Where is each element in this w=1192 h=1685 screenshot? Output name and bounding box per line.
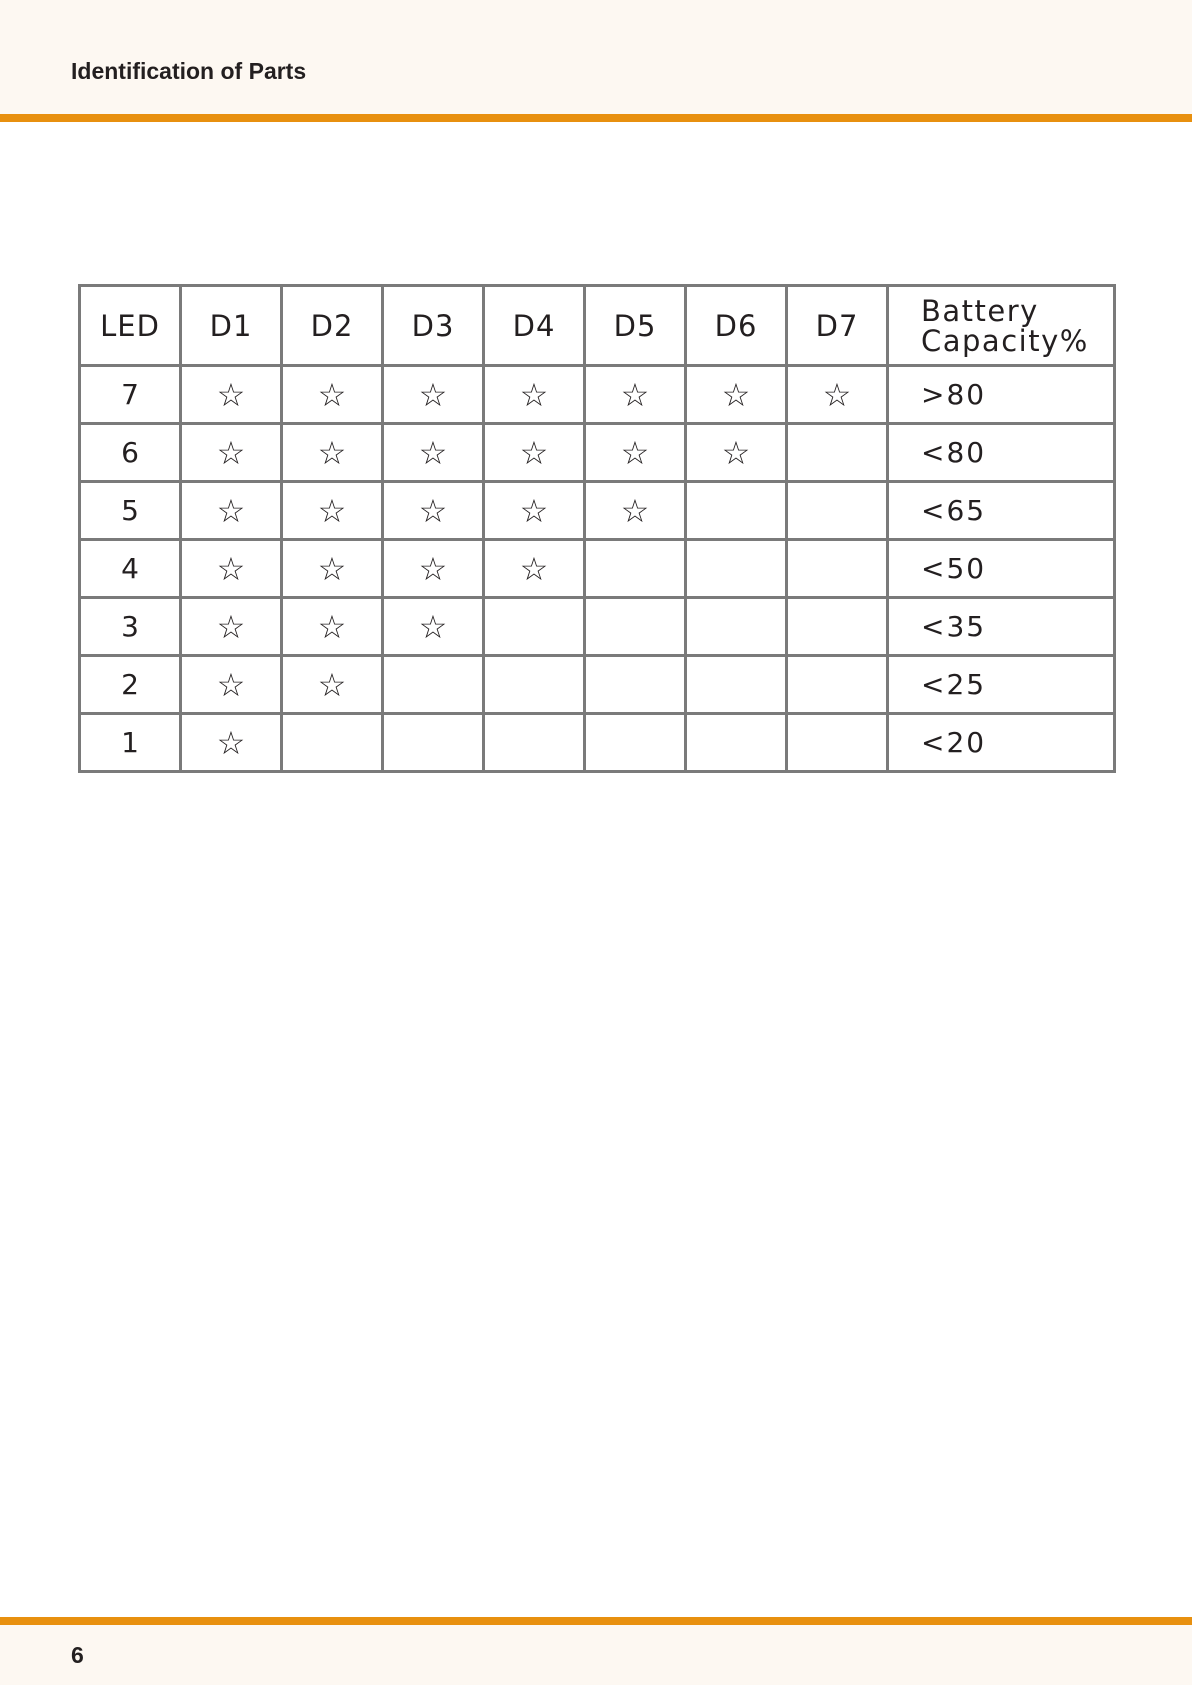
led-on-star-icon: ☆ bbox=[383, 366, 484, 424]
led-on-star-icon: ☆ bbox=[383, 482, 484, 540]
led-on-star-icon: ☆ bbox=[585, 366, 686, 424]
led-off-cell bbox=[686, 714, 787, 772]
header-d6: D6 bbox=[686, 286, 787, 366]
header-d2: D2 bbox=[282, 286, 383, 366]
table-row bbox=[80, 540, 1115, 598]
led-off-cell bbox=[686, 598, 787, 656]
battery-capacity-cell: <65 bbox=[888, 482, 1115, 540]
table-row bbox=[80, 598, 1115, 656]
led-off-cell bbox=[787, 656, 888, 714]
led-off-cell bbox=[585, 540, 686, 598]
led-off-cell bbox=[787, 714, 888, 772]
footer-band bbox=[0, 1625, 1192, 1685]
led-on-star-icon: ☆ bbox=[484, 482, 585, 540]
table-header-row bbox=[80, 286, 1115, 366]
led-on-star-icon: ☆ bbox=[282, 540, 383, 598]
led-on-star-icon: ☆ bbox=[383, 540, 484, 598]
footer-divider bbox=[0, 1617, 1192, 1625]
led-on-star-icon: ☆ bbox=[181, 366, 282, 424]
led-off-cell bbox=[484, 656, 585, 714]
led-on-star-icon: ☆ bbox=[383, 424, 484, 482]
table-row bbox=[80, 366, 1115, 424]
led-on-star-icon: ☆ bbox=[282, 598, 383, 656]
battery-capacity-cell: <20 bbox=[888, 714, 1115, 772]
led-off-cell bbox=[686, 540, 787, 598]
led-off-cell bbox=[787, 424, 888, 482]
led-count-cell: 7 bbox=[80, 366, 181, 424]
table-row bbox=[80, 424, 1115, 482]
battery-led-table bbox=[78, 284, 1116, 773]
table-row bbox=[80, 482, 1115, 540]
led-on-star-icon: ☆ bbox=[282, 366, 383, 424]
header-d7: D7 bbox=[787, 286, 888, 366]
led-on-star-icon: ☆ bbox=[181, 656, 282, 714]
header-d5: D5 bbox=[585, 286, 686, 366]
led-count-cell: 3 bbox=[80, 598, 181, 656]
header-capacity-line1: Battery bbox=[921, 293, 1039, 328]
table-body bbox=[80, 366, 1115, 772]
led-off-cell bbox=[282, 714, 383, 772]
header-battery-capacity bbox=[888, 286, 1115, 366]
battery-capacity-cell: <80 bbox=[888, 424, 1115, 482]
led-off-cell bbox=[383, 656, 484, 714]
led-on-star-icon: ☆ bbox=[181, 598, 282, 656]
led-off-cell bbox=[585, 656, 686, 714]
led-on-star-icon: ☆ bbox=[181, 714, 282, 772]
led-on-star-icon: ☆ bbox=[686, 424, 787, 482]
header-divider bbox=[0, 114, 1192, 122]
led-on-star-icon: ☆ bbox=[686, 366, 787, 424]
led-off-cell bbox=[484, 714, 585, 772]
header-d3: D3 bbox=[383, 286, 484, 366]
led-on-star-icon: ☆ bbox=[787, 366, 888, 424]
led-on-star-icon: ☆ bbox=[484, 366, 585, 424]
battery-capacity-cell: <25 bbox=[888, 656, 1115, 714]
led-off-cell bbox=[585, 598, 686, 656]
led-off-cell bbox=[484, 598, 585, 656]
battery-capacity-cell: >80 bbox=[888, 366, 1115, 424]
led-count-cell: 4 bbox=[80, 540, 181, 598]
table-row bbox=[80, 714, 1115, 772]
led-on-star-icon: ☆ bbox=[181, 540, 282, 598]
led-on-star-icon: ☆ bbox=[282, 656, 383, 714]
led-on-star-icon: ☆ bbox=[181, 482, 282, 540]
table-row bbox=[80, 656, 1115, 714]
header-capacity-line2: Capacity% bbox=[921, 323, 1089, 358]
led-count-cell: 1 bbox=[80, 714, 181, 772]
led-count-cell: 5 bbox=[80, 482, 181, 540]
header-led: LED bbox=[80, 286, 181, 366]
led-off-cell bbox=[585, 714, 686, 772]
header-d1: D1 bbox=[181, 286, 282, 366]
page-number: 6 bbox=[71, 1642, 84, 1668]
led-on-star-icon: ☆ bbox=[484, 540, 585, 598]
led-on-star-icon: ☆ bbox=[282, 482, 383, 540]
led-on-star-icon: ☆ bbox=[383, 598, 484, 656]
led-on-star-icon: ☆ bbox=[585, 482, 686, 540]
led-count-cell: 6 bbox=[80, 424, 181, 482]
led-off-cell bbox=[383, 714, 484, 772]
led-on-star-icon: ☆ bbox=[181, 424, 282, 482]
header-d4: D4 bbox=[484, 286, 585, 366]
page-title: Identification of Parts bbox=[71, 58, 307, 84]
battery-capacity-cell: <50 bbox=[888, 540, 1115, 598]
led-on-star-icon: ☆ bbox=[282, 424, 383, 482]
led-count-cell: 2 bbox=[80, 656, 181, 714]
led-on-star-icon: ☆ bbox=[484, 424, 585, 482]
header-band bbox=[0, 0, 1192, 114]
led-off-cell bbox=[686, 656, 787, 714]
led-off-cell bbox=[787, 598, 888, 656]
led-off-cell bbox=[787, 482, 888, 540]
battery-capacity-cell: <35 bbox=[888, 598, 1115, 656]
led-off-cell bbox=[686, 482, 787, 540]
led-on-star-icon: ☆ bbox=[585, 424, 686, 482]
led-off-cell bbox=[787, 540, 888, 598]
